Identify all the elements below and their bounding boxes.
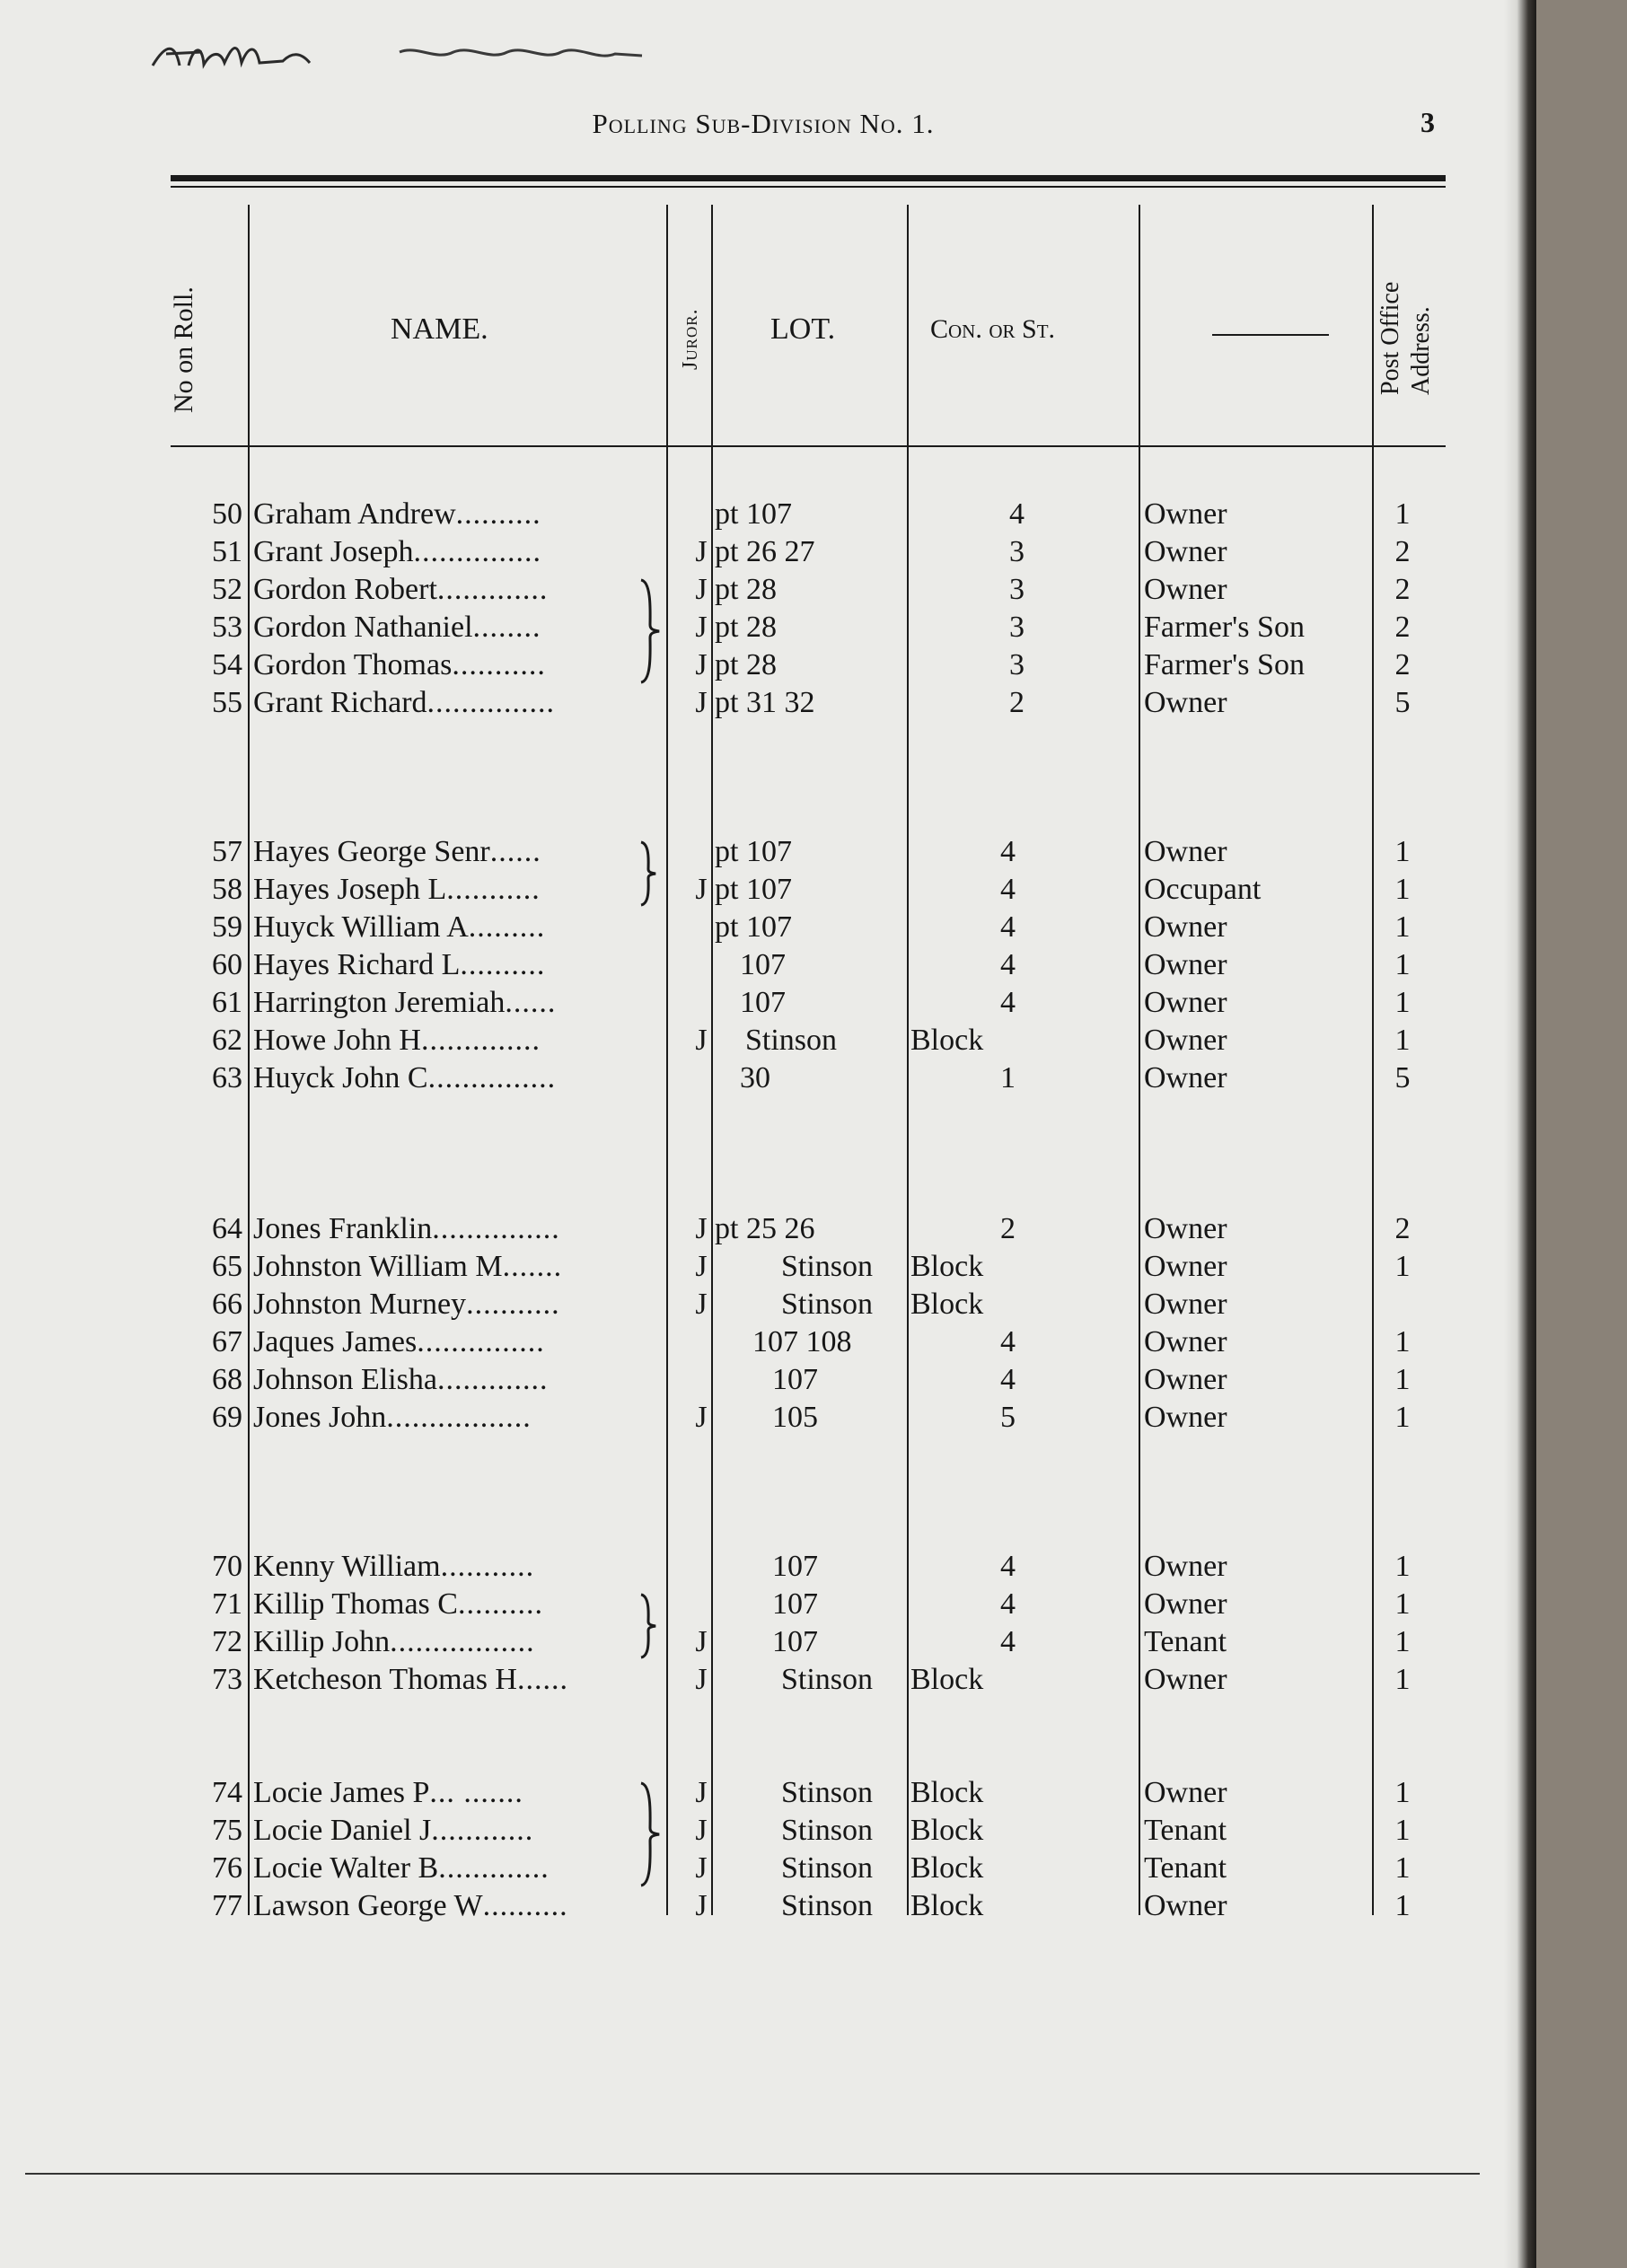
table-row xyxy=(0,1323,1526,1361)
roll-number: 60 xyxy=(212,948,242,981)
col-header-no-on-roll: No on Roll. xyxy=(169,286,198,413)
lot: 107 xyxy=(740,986,786,1019)
table-row xyxy=(0,684,1526,722)
concession: 4 xyxy=(1009,497,1025,531)
post-office-number: 1 xyxy=(1394,910,1411,944)
occupation: Owner xyxy=(1144,1363,1227,1396)
roll-number: 57 xyxy=(212,835,242,868)
occupation: Owner xyxy=(1144,1550,1227,1583)
voter-name: Killip Thomas C.......... xyxy=(253,1587,543,1621)
post-office-number: 1 xyxy=(1394,1401,1411,1434)
occupation: Owner xyxy=(1144,1250,1227,1283)
occupation: Owner xyxy=(1144,1325,1227,1358)
header-rule-thin xyxy=(171,186,1446,188)
juror-mark: J xyxy=(695,686,708,719)
lot: 30 xyxy=(740,1061,770,1094)
juror-mark: J xyxy=(695,1288,708,1321)
lot: Stinson xyxy=(781,1814,874,1847)
lot: pt 28 xyxy=(715,648,777,681)
table-row xyxy=(0,646,1526,684)
occupation: Owner xyxy=(1144,1663,1227,1696)
concession: Block xyxy=(910,1814,984,1847)
concession: 4 xyxy=(1000,1587,1016,1621)
juror-mark: J xyxy=(695,1024,708,1057)
juror-mark: J xyxy=(695,1851,708,1885)
occupation: Owner xyxy=(1144,1889,1227,1922)
lot: pt 26 27 xyxy=(715,535,815,568)
col-header-name: NAME. xyxy=(391,312,488,346)
lot: pt 107 xyxy=(715,910,792,944)
voter-name: Gordon Thomas........... xyxy=(253,648,546,681)
post-office-number: 1 xyxy=(1394,1625,1411,1658)
post-office-number: 1 xyxy=(1394,1663,1411,1696)
roll-number: 61 xyxy=(212,986,242,1019)
concession: 3 xyxy=(1009,648,1025,681)
lot: Stinson xyxy=(781,1776,874,1809)
juror-mark: J xyxy=(695,1889,708,1922)
lot: pt 28 xyxy=(715,573,777,606)
juror-mark: J xyxy=(695,1663,708,1696)
occupation: Owner xyxy=(1144,1288,1227,1321)
occupation: Tenant xyxy=(1144,1814,1227,1847)
table-row xyxy=(0,1022,1526,1059)
table-row xyxy=(0,1286,1526,1323)
voter-name: Graham Andrew.......... xyxy=(253,497,541,531)
post-office-number: 1 xyxy=(1394,835,1411,868)
concession: 2 xyxy=(1009,686,1025,719)
table-row xyxy=(0,1887,1526,1925)
roll-number: 77 xyxy=(212,1889,242,1922)
post-office-number: 2 xyxy=(1394,535,1411,568)
voter-name: Johnston Murney........... xyxy=(253,1288,560,1321)
roll-number: 72 xyxy=(212,1625,242,1658)
lot: 107 xyxy=(772,1625,818,1658)
occupation: Owner xyxy=(1144,1587,1227,1621)
table-row xyxy=(0,609,1526,646)
voter-name: Hayes George Senr...... xyxy=(253,835,541,868)
lot: 107 xyxy=(772,1363,818,1396)
concession: 4 xyxy=(1000,1625,1016,1658)
voter-name: Howe John H.............. xyxy=(253,1024,541,1057)
concession: 2 xyxy=(1000,1212,1016,1245)
roll-number: 75 xyxy=(212,1814,242,1847)
concession: Block xyxy=(910,1889,984,1922)
voter-name: Gordon Robert............. xyxy=(253,573,549,606)
col-header-post-office: Post Office Address. xyxy=(1376,281,1435,395)
post-office-number: 1 xyxy=(1394,873,1411,906)
voter-name: Johnson Elisha............. xyxy=(253,1363,549,1396)
page-bottom-rule xyxy=(25,2173,1480,2175)
concession: Block xyxy=(910,1851,984,1885)
juror-mark: J xyxy=(695,1776,708,1809)
occupation: Owner xyxy=(1144,686,1227,719)
handwritten-note xyxy=(148,25,651,79)
lot: 107 xyxy=(772,1550,818,1583)
occupation: Farmer's Son xyxy=(1144,648,1305,681)
occupation: Owner xyxy=(1144,835,1227,868)
concession: 3 xyxy=(1009,535,1025,568)
table-row xyxy=(0,1774,1526,1812)
roll-number: 64 xyxy=(212,1212,242,1245)
voter-name: Huyck John C............... xyxy=(253,1061,557,1094)
concession: Block xyxy=(910,1024,984,1057)
table-row xyxy=(0,1361,1526,1399)
occupation: Owner xyxy=(1144,1061,1227,1094)
lot: Stinson xyxy=(781,1250,874,1283)
table-row xyxy=(0,571,1526,609)
roll-number: 65 xyxy=(212,1250,242,1283)
roll-number: 68 xyxy=(212,1363,242,1396)
post-office-number: 5 xyxy=(1394,686,1411,719)
voter-name: Hayes Joseph L........... xyxy=(253,873,541,906)
lot: Stinson xyxy=(781,1889,874,1922)
concession: Block xyxy=(910,1663,984,1696)
table-row xyxy=(0,1210,1526,1248)
roll-number: 76 xyxy=(212,1851,242,1885)
roll-number: 58 xyxy=(212,873,242,906)
table-row xyxy=(0,1059,1526,1097)
lot: Stinson xyxy=(745,1024,838,1057)
post-office-number: 1 xyxy=(1394,1889,1411,1922)
concession: 1 xyxy=(1000,1061,1016,1094)
juror-mark: J xyxy=(695,873,708,906)
table-row xyxy=(0,1248,1526,1286)
post-office-number: 1 xyxy=(1394,1587,1411,1621)
occupation: Tenant xyxy=(1144,1851,1227,1885)
table-row xyxy=(0,984,1526,1022)
table-row xyxy=(0,1586,1526,1623)
lot: pt 28 xyxy=(715,611,777,644)
table-row xyxy=(0,1399,1526,1437)
voter-name: Grant Richard............... xyxy=(253,686,556,719)
header-bottom-rule xyxy=(171,445,1446,447)
post-office-number: 2 xyxy=(1394,573,1411,606)
voter-name: Locie Daniel J............ xyxy=(253,1814,534,1847)
table-row xyxy=(0,909,1526,946)
col-header-juror: Juror. xyxy=(679,308,702,370)
lot: Stinson xyxy=(781,1851,874,1885)
juror-mark: J xyxy=(695,611,708,644)
page-number: 3 xyxy=(1420,106,1435,138)
voter-name: Kenny William........... xyxy=(253,1550,535,1583)
voter-name: Locie Walter B............. xyxy=(253,1851,550,1885)
occupation: Owner xyxy=(1144,1776,1227,1809)
occupation: Occupant xyxy=(1144,873,1262,906)
brace-locie-family xyxy=(639,1781,661,1887)
post-office-number: 1 xyxy=(1394,1363,1411,1396)
roll-number: 71 xyxy=(212,1587,242,1621)
lot: 107 xyxy=(740,948,786,981)
concession: 4 xyxy=(1000,948,1016,981)
running-title: Polling Sub-Division No. 1. xyxy=(592,108,935,139)
roll-number: 59 xyxy=(212,910,242,944)
brace-killip-family xyxy=(639,1593,657,1659)
juror-mark: J xyxy=(695,535,708,568)
concession: 5 xyxy=(1000,1401,1016,1434)
post-office-number: 1 xyxy=(1394,1024,1411,1057)
occupation: Owner xyxy=(1144,1212,1227,1245)
lot: pt 31 32 xyxy=(715,686,815,719)
roll-number: 66 xyxy=(212,1288,242,1321)
roll-number: 74 xyxy=(212,1776,242,1809)
voter-name: Jones Franklin............... xyxy=(253,1212,560,1245)
table-row xyxy=(0,496,1526,533)
juror-mark: J xyxy=(695,1250,708,1283)
post-office-number: 1 xyxy=(1394,1550,1411,1583)
juror-mark: J xyxy=(695,573,708,606)
post-office-number: 2 xyxy=(1394,648,1411,681)
post-office-number: 1 xyxy=(1394,986,1411,1019)
roll-number: 67 xyxy=(212,1325,242,1358)
juror-mark: J xyxy=(695,1401,708,1434)
post-office-number: 1 xyxy=(1394,948,1411,981)
post-office-number: 1 xyxy=(1394,1776,1411,1809)
roll-number: 69 xyxy=(212,1401,242,1434)
concession: 4 xyxy=(1000,1325,1016,1358)
occupation: Owner xyxy=(1144,1401,1227,1434)
roll-number: 54 xyxy=(212,648,242,681)
voter-name: Huyck William A......... xyxy=(253,910,546,944)
concession: 4 xyxy=(1000,910,1016,944)
roll-number: 50 xyxy=(212,497,242,531)
concession: 4 xyxy=(1000,835,1016,868)
occupation: Owner xyxy=(1144,986,1227,1019)
concession: 4 xyxy=(1000,1363,1016,1396)
concession: 4 xyxy=(1000,986,1016,1019)
occupation: Owner xyxy=(1144,1024,1227,1057)
brace-hayes-family xyxy=(639,840,657,907)
juror-mark: J xyxy=(695,1814,708,1847)
post-office-number: 1 xyxy=(1394,1325,1411,1358)
lot: 105 xyxy=(772,1401,818,1434)
header-rule-thick xyxy=(171,175,1446,181)
lot: 107 xyxy=(772,1587,818,1621)
roll-number: 62 xyxy=(212,1024,242,1057)
lot: pt 107 xyxy=(715,873,792,906)
post-office-number: 2 xyxy=(1394,611,1411,644)
concession: Block xyxy=(910,1250,984,1283)
table-row xyxy=(0,833,1526,871)
post-office-number: 1 xyxy=(1394,1814,1411,1847)
roll-number: 73 xyxy=(212,1663,242,1696)
voter-name: Jones John................. xyxy=(253,1401,532,1434)
occupation: Tenant xyxy=(1144,1625,1227,1658)
voter-name: Killip John................. xyxy=(253,1625,535,1658)
brace-gordon-family xyxy=(639,578,661,684)
table-row xyxy=(0,533,1526,571)
occupation-header-dash xyxy=(1212,334,1329,336)
juror-mark: J xyxy=(695,1212,708,1245)
concession: Block xyxy=(910,1776,984,1809)
post-office-number: 2 xyxy=(1394,1212,1411,1245)
lot: pt 25 26 xyxy=(715,1212,815,1245)
occupation: Owner xyxy=(1144,535,1227,568)
lot: pt 107 xyxy=(715,835,792,868)
occupation: Owner xyxy=(1144,573,1227,606)
table-row xyxy=(0,1850,1526,1887)
voter-name: Hayes Richard L.......... xyxy=(253,948,546,981)
juror-mark: J xyxy=(695,648,708,681)
occupation: Owner xyxy=(1144,910,1227,944)
concession: 3 xyxy=(1009,611,1025,644)
table-row xyxy=(0,1548,1526,1586)
voter-name: Gordon Nathaniel........ xyxy=(253,611,541,644)
roll-number: 55 xyxy=(212,686,242,719)
col-header-lot: LOT. xyxy=(770,312,836,346)
juror-mark: J xyxy=(695,1625,708,1658)
concession: Block xyxy=(910,1288,984,1321)
post-office-number: 1 xyxy=(1394,497,1411,531)
concession: 4 xyxy=(1000,1550,1016,1583)
roll-number: 63 xyxy=(212,1061,242,1094)
book-binding-edge xyxy=(1504,0,1536,2268)
table-row xyxy=(0,1623,1526,1661)
occupation: Owner xyxy=(1144,497,1227,531)
voter-name: Jaques James............... xyxy=(253,1325,545,1358)
table-row xyxy=(0,946,1526,984)
voter-name: Grant Joseph............... xyxy=(253,535,541,568)
lot: pt 107 xyxy=(715,497,792,531)
col-header-con: Con. or St. xyxy=(930,314,1056,344)
voter-name: Johnston William M....... xyxy=(253,1250,563,1283)
table-row xyxy=(0,1812,1526,1850)
post-office-number: 1 xyxy=(1394,1851,1411,1885)
voter-name: Lawson George W.......... xyxy=(253,1889,568,1922)
occupation: Owner xyxy=(1144,948,1227,981)
roll-number: 52 xyxy=(212,573,242,606)
voter-name: Ketcheson Thomas H...... xyxy=(253,1663,568,1696)
table-row xyxy=(0,1661,1526,1699)
concession: 3 xyxy=(1009,573,1025,606)
roll-number: 51 xyxy=(212,535,242,568)
lot: Stinson xyxy=(781,1663,874,1696)
voter-name: Harrington Jeremiah...... xyxy=(253,986,557,1019)
occupation: Farmer's Son xyxy=(1144,611,1305,644)
roll-number: 70 xyxy=(212,1550,242,1583)
roll-number: 53 xyxy=(212,611,242,644)
post-office-number: 1 xyxy=(1394,1250,1411,1283)
voter-name: Locie James P... ....... xyxy=(253,1776,523,1809)
lot: 107 108 xyxy=(752,1325,852,1358)
post-office-number: 5 xyxy=(1394,1061,1411,1094)
table-row xyxy=(0,871,1526,909)
concession: 4 xyxy=(1000,873,1016,906)
lot: Stinson xyxy=(781,1288,874,1321)
